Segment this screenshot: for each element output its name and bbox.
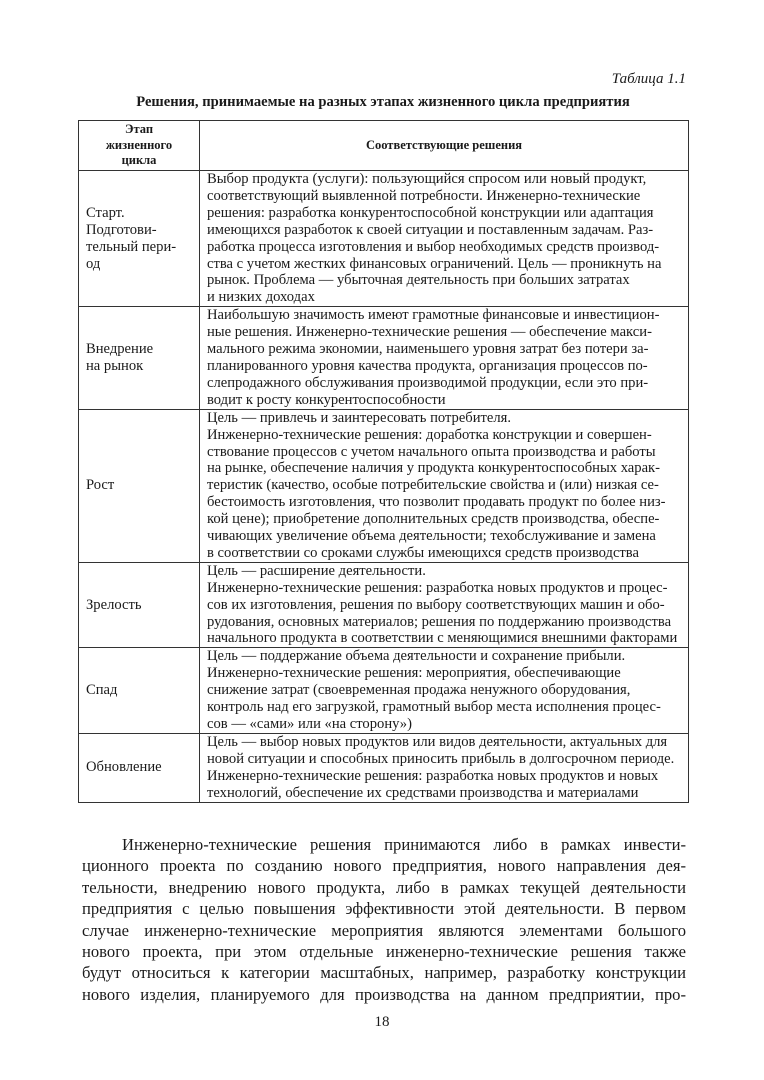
decision-line: начального продукта в соответствии с меняющимися внешними факторами <box>207 630 678 647</box>
paragraph-line: предприятия с целью повышения эффективности этой деятельности. В первом <box>82 899 686 919</box>
table-caption: Таблица 1.1 <box>611 71 686 87</box>
stage-line: од <box>86 255 101 272</box>
stage-line: Обновление <box>86 759 162 776</box>
decision-line: Инженерно-технические решения: разработка новых продуктов и новых <box>207 767 659 784</box>
paragraph-line: нового проекта, при этом отдельные инженерно-технические решения также <box>82 942 686 962</box>
header-decisions <box>200 121 689 171</box>
decisions-cell <box>200 648 689 734</box>
stage-line: Спад <box>86 682 118 699</box>
decision-line: Инженерно-технические решения: доработка конструкции и совершен- <box>207 426 652 443</box>
paragraph-line: нового изделия, планируемого для производства на данном предприятии, про- <box>82 984 686 1004</box>
table-row <box>79 409 689 562</box>
paragraph-line: Инженерно-технические решения принимаются либо в рамках инвести- <box>122 835 686 854</box>
decision-line: имеющихся разработок к своей ситуации и поставленным задачам. Раз- <box>207 221 654 238</box>
table-row <box>79 307 689 409</box>
decision-line: сов их изготовления, решения по выбору соответствующих машин и обо- <box>207 596 665 613</box>
decision-line: Цель — расширение деятельности. <box>207 562 426 579</box>
stage-line: Подготови- <box>86 221 157 238</box>
header-line: жизненного <box>105 137 173 152</box>
stage-cell <box>79 307 200 409</box>
decision-line: Цель — привлечь и заинтересовать потребителя. <box>207 409 512 426</box>
decisions-cell <box>200 409 689 562</box>
decisions-cell <box>200 562 689 648</box>
stage-line: на рынок <box>86 357 144 374</box>
decision-line: рынок. Проблема — убыточная деятельность при больших затратах <box>207 272 630 289</box>
decision-line: рудования, основных материалов; решения по поддержанию производства <box>207 613 672 630</box>
table-row <box>79 648 689 734</box>
table-header-row <box>79 121 689 171</box>
stage-cell <box>79 562 200 648</box>
decision-line: на рынке, обеспечение наличия у продукта конкурентоспособных харак- <box>207 460 661 477</box>
table-row <box>79 171 689 307</box>
decision-line: снижение затрат (своевременная продажа ненужного оборудования, <box>207 682 631 699</box>
decision-line: бестоимость изготовления, что позволит продавать продукт по более низ- <box>207 494 666 511</box>
decision-line: планированного уровня качества продукта, организация процессов по- <box>207 357 648 374</box>
header-line: цикла <box>121 153 157 168</box>
paragraph-line: будут относиться к категории масштабных, например, разработку конструкции <box>82 963 686 983</box>
decision-line: в соответствии со сроками службы имеющихся средств производства <box>207 544 639 561</box>
decision-line: и низких доходах <box>207 289 315 306</box>
decision-line: работка процесса изготовления и выбор необходимых средств производ- <box>207 238 660 255</box>
decision-line: мального режима экономии, наименьшего уровня затрат без потери за- <box>207 341 649 358</box>
lifecycle-table <box>78 120 689 803</box>
decision-line: Цель — выбор новых продуктов или видов деятельности, актуальных для <box>207 733 668 750</box>
decision-line: сов — «сами» или «на сторону») <box>207 716 412 732</box>
decision-line: решения: разработка конкурентоспособной конструкции или адаптация <box>207 204 654 221</box>
decision-line: контроль над его загрузкой, грамотный выбор места исполнения процес- <box>207 699 661 716</box>
decision-line: соответствующий выявленной потребности. Инженерно-технические <box>207 187 641 204</box>
table-row <box>79 733 689 802</box>
decision-line: водит к росту конкурентоспособности <box>207 391 446 408</box>
decision-line: Инженерно-технические решения: разработка новых продуктов и процес- <box>207 579 668 596</box>
decision-line: Цель — поддержание объема деятельности и сохранение прибыли. <box>207 648 626 665</box>
decision-line: Инженерно-технические решения: мероприятия, обеспечивающие <box>207 665 621 682</box>
stage-line: Зрелость <box>86 596 142 613</box>
stage-line: Старт. <box>86 204 125 221</box>
decision-line: новой ситуации и способных приносить прибыль в долгосрочном периоде. <box>207 750 675 767</box>
table-row <box>79 562 689 648</box>
decision-line: чивающих увеличение объема деятельности; техобслуживание и замена <box>207 528 656 545</box>
stage-cell <box>79 409 200 562</box>
decisions-cell <box>200 733 689 802</box>
header-line: Этап <box>124 122 154 137</box>
stage-line: тельный пери- <box>86 238 177 255</box>
decision-line: кой цене); приобретение дополнительных средств производства, обеспе- <box>207 511 660 528</box>
page-number: 18 <box>374 1014 390 1030</box>
stage-cell <box>79 171 200 307</box>
header-stage <box>79 121 200 171</box>
stage-line: Рост <box>86 477 115 494</box>
paragraph-line: ционного проекта по созданию нового предприятия, нового направления дея- <box>82 856 686 876</box>
decision-line: ства с учетом жестких финансовых ограничений. Цель — проникнуть на <box>207 255 662 272</box>
decision-line: Наибольшую значимость имеют грамотные финансовые и инвестицион- <box>207 307 660 324</box>
decisions-cell <box>200 171 689 307</box>
decision-line: теристик (качество, особые потребительские свойства и (или) низкая се- <box>207 477 659 494</box>
decisions-cell <box>200 307 689 409</box>
table-title: Решения, принимаемые на разных этапах жизненного цикла предприятия <box>136 94 630 110</box>
decision-line: ствование процессов с учетом начального опыта производства и работы <box>207 443 656 460</box>
decision-line: слепродажного обслуживания производимой продукции, если это при- <box>207 374 649 391</box>
decision-line: ные решения. Инженерно-технические решения — обеспечение макси- <box>207 324 652 341</box>
decision-line: Выбор продукта (услуги): пользующийся спросом или новый продукт, <box>207 171 647 187</box>
decision-line: технологий, обеспечение их средствами производства и материалами <box>207 784 639 801</box>
body-paragraph <box>82 834 686 1005</box>
stage-cell <box>79 733 200 802</box>
stage-cell <box>79 648 200 734</box>
stage-line: Внедрение <box>86 340 154 357</box>
paragraph-line: тельности, внедрению нового продукта, либо в рамках текущей деятельности <box>82 877 686 897</box>
header-line: Соответствующие решения <box>365 137 523 152</box>
paragraph-line: случае инженерно-технические мероприятия являются элементами большого <box>82 920 686 940</box>
